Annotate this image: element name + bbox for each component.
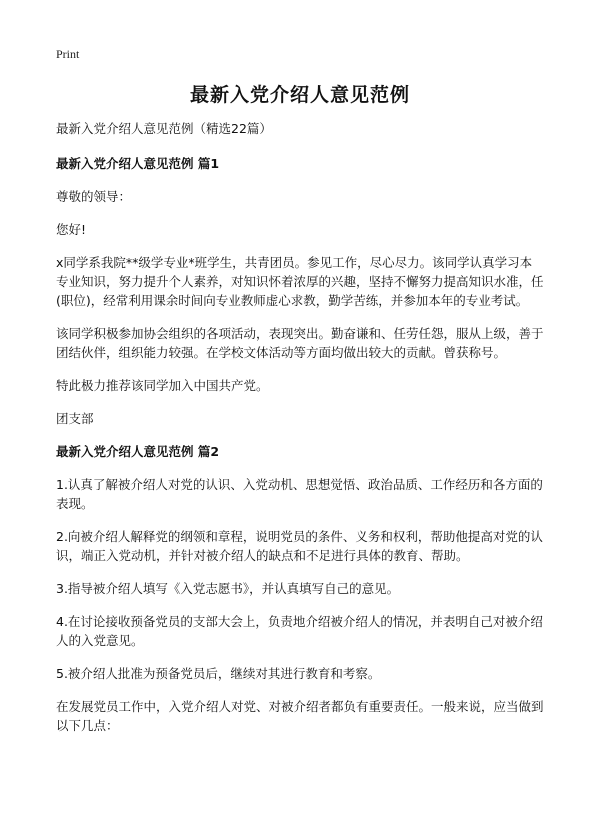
list-item: 3.指导被介绍人填写《入党志愿书》，并认真填写自己的意见。 [56, 581, 400, 596]
section-heading-2: 最新入党介绍人意见范例 篇2 [56, 444, 220, 459]
section-heading-1: 最新入党介绍人意见范例 篇1 [56, 156, 220, 171]
print-label: Print [56, 47, 80, 61]
paragraph: 在发展党员工作中，入党介绍人对党、对被介绍者都负有重要责任。一般来说，应当做到以下几点： [56, 699, 544, 733]
document-body [56, 119, 544, 749]
list-item: 5.被介绍人批准为预备党员后，继续对其进行教育和考察。 [56, 666, 381, 681]
document-title: 最新入党介绍人意见范例 [189, 84, 410, 106]
list-item: 2.向被介绍人解释党的纲领和章程，说明党员的条件、义务和权利，帮助他提高对党的认识，端正入党动机，并针对被介绍人的缺点和不足进行具体的教育、帮助。 [56, 529, 543, 563]
document-subtitle: 最新入党介绍人意见范例（精选22篇） [56, 121, 272, 136]
salutation: 尊敬的领导： [56, 189, 132, 204]
list-item: 1.认真了解被介绍人对党的认识、入党动机、思想觉悟、政治品质、工作经历和各方面的表现。 [56, 477, 543, 511]
paragraph: 特此极力推荐该同学加入中国共产党。 [56, 378, 269, 393]
paragraph: 该同学积极参加协会组织的各项活动，表现突出。勤奋谦和、任劳任怨，服从上级，善于团结伙伴，组织能力较强。在学校文体活动等方面均做出较大的贡献。曾获称号。 [56, 326, 544, 360]
greeting: 您好! [56, 222, 87, 237]
signature-line: 团支部 [56, 411, 94, 426]
list-item: 4.在讨论接收预备党员的支部大会上，负责地介绍被介绍人的情况，并表明自己对被介绍人的入党意见。 [56, 614, 543, 648]
paragraph: x同学系我院**级学专业*班学生，共青团员。参见工作，尽心尽力。该同学认真学习本专业知识，努力提升个人素养，对知识怀着浓厚的兴趣，坚持不懈努力提高知识水准，任(职位)，经常利用课余时间向专业教师虚心求教，勤学苦练，并参加本年的专业考试。 [56, 255, 544, 308]
